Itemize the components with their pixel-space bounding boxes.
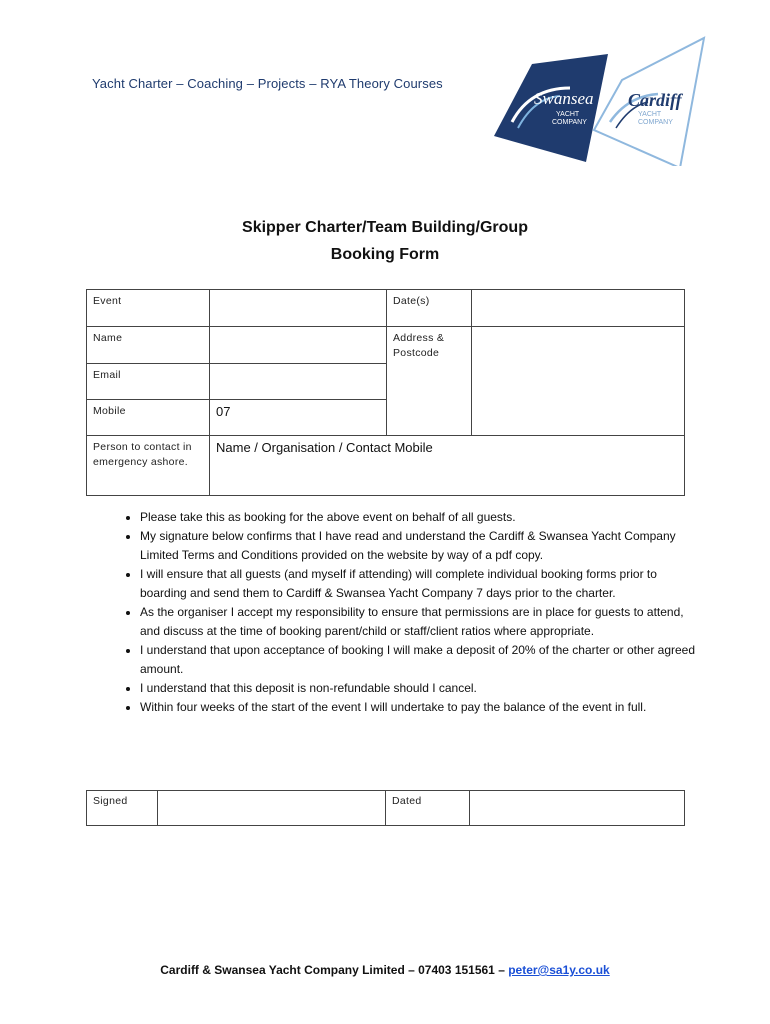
logo-left-sub1: YACHT <box>556 111 580 118</box>
terms-item: • As the organiser I accept my responsibility to ensure that permissions are in place for guests to attend, and discuss at the time of booking parent/child or staff/client ratios where appropriate. <box>140 603 700 641</box>
emergency-contact-field[interactable]: Name / Organisation / Contact Mobile <box>210 436 685 496</box>
address-label-line2: Postcode <box>393 347 440 359</box>
name-field[interactable] <box>210 327 387 364</box>
logo-right-brand: Cardiff <box>628 90 682 110</box>
address-label-line1: Address & <box>393 332 445 344</box>
event-label: Event <box>87 290 210 327</box>
emergency-label-line1: Person to contact in <box>93 441 192 453</box>
terms-item: • Please take this as booking for the above event on behalf of all guests. <box>140 508 700 527</box>
footer-email-link[interactable]: peter@sa1y.co.uk <box>508 963 610 977</box>
footer <box>0 963 770 977</box>
header-tagline: Yacht Charter – Coaching – Projects – RYA Theory Courses <box>92 76 443 91</box>
sail-logo-icon <box>490 36 710 166</box>
company-logo <box>490 36 710 166</box>
terms-item: • My signature below confirms that I have read and understand the Cardiff & Swansea Yacht Company Limited Terms and Conditions provided on the website by way of a pdf copy. <box>140 527 700 565</box>
address-label <box>387 327 472 436</box>
event-field[interactable] <box>210 290 387 327</box>
form-title-line1: Skipper Charter/Team Building/Group <box>242 219 528 236</box>
booking-details-table <box>86 289 685 496</box>
mobile-label: Mobile <box>87 400 210 436</box>
address-field[interactable] <box>472 327 685 436</box>
dates-label: Date(s) <box>387 290 472 327</box>
logo-left-sub2: COMPANY <box>552 119 587 126</box>
terms-item: • I understand that this deposit is non-refundable should I cancel. <box>140 679 700 698</box>
email-field[interactable] <box>210 364 387 400</box>
mobile-field[interactable]: 07 <box>210 400 387 436</box>
signature-table <box>86 790 685 826</box>
emergency-label-line2: emergency ashore. <box>93 456 188 468</box>
terms-item: • I will ensure that all guests (and myself if attending) will complete individual booking forms prior to boarding and send them to Cardiff & Swansea Yacht Company 7 days prior to the charter. <box>140 565 700 603</box>
terms-list <box>118 508 700 717</box>
logo-right-sub2: COMPANY <box>638 119 673 126</box>
signed-label: Signed <box>87 791 158 826</box>
email-label: Email <box>87 364 210 400</box>
date-field[interactable] <box>470 791 685 826</box>
terms-item: • Within four weeks of the start of the event I will undertake to pay the balance of the event in full. <box>140 698 700 717</box>
terms-item: • I understand that upon acceptance of booking I will make a deposit of 20% of the charter or other agreed amount. <box>140 641 700 679</box>
dated-label: Dated <box>386 791 470 826</box>
name-label: Name <box>87 327 210 364</box>
dates-field[interactable] <box>472 290 685 327</box>
footer-text: Cardiff & Swansea Yacht Company Limited – 07403 151561 – <box>160 963 509 977</box>
emergency-contact-label <box>87 436 210 496</box>
logo-left-brand: Swansea <box>534 89 594 108</box>
signature-field[interactable] <box>158 791 386 826</box>
logo-right-sub1: YACHT <box>638 111 662 118</box>
form-title-line2: Booking Form <box>330 246 440 263</box>
